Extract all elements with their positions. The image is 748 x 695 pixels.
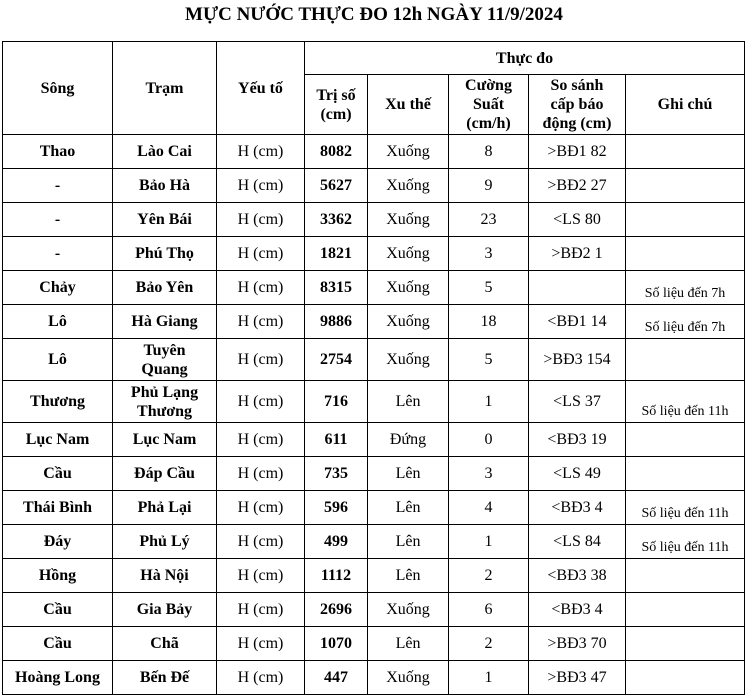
cell-song: Thương (3, 381, 113, 423)
cell-tri-so: 2754 (305, 339, 368, 381)
cell-cuong-suat: 5 (449, 271, 529, 305)
cell-yeu-to: H (cm) (217, 381, 305, 423)
cell-xu-the: Xuống (368, 169, 449, 203)
cell-ghi-chu (626, 627, 745, 661)
cell-xu-the: Xuống (368, 661, 449, 695)
header-ghi-chu: Ghi chú (626, 75, 745, 135)
header-yeu-to: Yếu tố (217, 42, 305, 135)
cell-cuong-suat: 5 (449, 339, 529, 381)
header-song: Sông (3, 42, 113, 135)
cell-tram: Lào Cai (113, 135, 217, 169)
cell-so-sanh: <BĐ3 38 (529, 559, 626, 593)
cell-ghi-chu: Số liệu đến 11h (626, 381, 745, 423)
cell-tram: Phả Lại (113, 491, 217, 525)
cell-cuong-suat: 2 (449, 627, 529, 661)
cell-yeu-to: H (cm) (217, 491, 305, 525)
cell-song: Lô (3, 305, 113, 339)
cell-cuong-suat: 9 (449, 169, 529, 203)
cell-so-sanh: >BĐ3 47 (529, 661, 626, 695)
cell-song: Cầu (3, 627, 113, 661)
cell-yeu-to: H (cm) (217, 237, 305, 271)
cell-cuong-suat: 1 (449, 661, 529, 695)
cell-tri-so: 611 (305, 423, 368, 457)
cell-yeu-to: H (cm) (217, 135, 305, 169)
cell-cuong-suat: 2 (449, 559, 529, 593)
table-row (3, 491, 745, 525)
cell-cuong-suat: 18 (449, 305, 529, 339)
cell-cuong-suat: 3 (449, 237, 529, 271)
cell-yeu-to: H (cm) (217, 457, 305, 491)
cell-ghi-chu (626, 559, 745, 593)
cell-ghi-chu (626, 169, 745, 203)
table-row (3, 339, 745, 381)
cell-song: Đáy (3, 525, 113, 559)
cell-xu-the: Lên (368, 491, 449, 525)
cell-xu-the: Lên (368, 525, 449, 559)
cell-xu-the: Lên (368, 457, 449, 491)
cell-tram: Bến Đế (113, 661, 217, 695)
cell-ghi-chu (626, 423, 745, 457)
cell-ghi-chu: Số liệu đến 11h (626, 491, 745, 525)
cell-song: Thái Bình (3, 491, 113, 525)
table-row (3, 381, 745, 423)
cell-tram: Phủ Lạng Thương (113, 381, 217, 423)
cell-yeu-to: H (cm) (217, 559, 305, 593)
header-cuong-suat: Cường Suất (cm/h) (449, 75, 529, 135)
cell-so-sanh: >BĐ2 27 (529, 169, 626, 203)
cell-tri-so: 499 (305, 525, 368, 559)
cell-yeu-to: H (cm) (217, 627, 305, 661)
cell-xu-the: Xuống (368, 305, 449, 339)
cell-tri-so: 596 (305, 491, 368, 525)
cell-tram: Hà Giang (113, 305, 217, 339)
cell-so-sanh: <BĐ3 19 (529, 423, 626, 457)
cell-cuong-suat: 3 (449, 457, 529, 491)
cell-tri-so: 5627 (305, 169, 368, 203)
cell-song: - (3, 169, 113, 203)
cell-tri-so: 1112 (305, 559, 368, 593)
cell-song: Hoàng Long (3, 661, 113, 695)
cell-song: Lục Nam (3, 423, 113, 457)
header-thuc-do: Thực đo (305, 42, 745, 75)
cell-xu-the: Xuống (368, 593, 449, 627)
table-row (3, 203, 745, 237)
cell-yeu-to: H (cm) (217, 339, 305, 381)
cell-yeu-to: H (cm) (217, 423, 305, 457)
cell-yeu-to: H (cm) (217, 305, 305, 339)
cell-song: - (3, 203, 113, 237)
table-row (3, 237, 745, 271)
cell-tri-so: 1821 (305, 237, 368, 271)
cell-so-sanh: <LS 49 (529, 457, 626, 491)
table-row (3, 525, 745, 559)
cell-so-sanh: >BĐ1 82 (529, 135, 626, 169)
cell-song: Hồng (3, 559, 113, 593)
cell-so-sanh: <LS 84 (529, 525, 626, 559)
cell-yeu-to: H (cm) (217, 661, 305, 695)
cell-tri-so: 447 (305, 661, 368, 695)
cell-so-sanh (529, 271, 626, 305)
cell-ghi-chu (626, 237, 745, 271)
cell-ghi-chu: Số liệu đến 7h (626, 305, 745, 339)
cell-xu-the: Xuống (368, 203, 449, 237)
table-row (3, 627, 745, 661)
cell-tri-so: 8315 (305, 271, 368, 305)
cell-tram: Hà Nội (113, 559, 217, 593)
cell-cuong-suat: 8 (449, 135, 529, 169)
cell-so-sanh: >BĐ2 1 (529, 237, 626, 271)
cell-so-sanh: <BĐ3 4 (529, 491, 626, 525)
cell-tram: Chã (113, 627, 217, 661)
cell-tram: Tuyên Quang (113, 339, 217, 381)
cell-tram: Phủ Lý (113, 525, 217, 559)
cell-cuong-suat: 0 (449, 423, 529, 457)
cell-ghi-chu (626, 593, 745, 627)
cell-song: Cầu (3, 457, 113, 491)
cell-so-sanh: <LS 37 (529, 381, 626, 423)
cell-xu-the: Lên (368, 559, 449, 593)
cell-ghi-chu (626, 339, 745, 381)
table-row (3, 559, 745, 593)
cell-cuong-suat: 4 (449, 491, 529, 525)
cell-tri-so: 2696 (305, 593, 368, 627)
cell-tri-so: 9886 (305, 305, 368, 339)
cell-so-sanh: <BĐ3 4 (529, 593, 626, 627)
page-title: MỰC NƯỚC THỰC ĐO 12h NGÀY 11/9/2024 (185, 4, 563, 25)
cell-tram: Đáp Cầu (113, 457, 217, 491)
cell-ghi-chu: Số liệu đến 11h (626, 525, 745, 559)
cell-ghi-chu (626, 457, 745, 491)
cell-tram: Bảo Yên (113, 271, 217, 305)
cell-song: Chảy (3, 271, 113, 305)
cell-song: Thao (3, 135, 113, 169)
cell-song: Cầu (3, 593, 113, 627)
cell-cuong-suat: 1 (449, 525, 529, 559)
cell-tram: Yên Bái (113, 203, 217, 237)
header-tri-so: Trị số (cm) (305, 75, 368, 135)
table-row (3, 271, 745, 305)
table-row (3, 135, 745, 169)
cell-song: - (3, 237, 113, 271)
cell-yeu-to: H (cm) (217, 169, 305, 203)
header-so-sanh: So sánh cấp báo động (cm) (529, 75, 626, 135)
cell-so-sanh: >BĐ3 154 (529, 339, 626, 381)
cell-tri-so: 3362 (305, 203, 368, 237)
table-row (3, 593, 745, 627)
cell-song: Lô (3, 339, 113, 381)
cell-yeu-to: H (cm) (217, 525, 305, 559)
cell-ghi-chu (626, 203, 745, 237)
table-row (3, 457, 745, 491)
cell-yeu-to: H (cm) (217, 203, 305, 237)
cell-cuong-suat: 1 (449, 381, 529, 423)
table-row (3, 661, 745, 695)
cell-tri-so: 735 (305, 457, 368, 491)
cell-tram: Phú Thọ (113, 237, 217, 271)
cell-xu-the: Lên (368, 627, 449, 661)
table-row (3, 305, 745, 339)
cell-xu-the: Xuống (368, 339, 449, 381)
cell-tri-so: 1070 (305, 627, 368, 661)
header-tram: Trạm (113, 42, 217, 135)
cell-ghi-chu (626, 661, 745, 695)
cell-cuong-suat: 6 (449, 593, 529, 627)
cell-yeu-to: H (cm) (217, 271, 305, 305)
cell-xu-the: Xuống (368, 237, 449, 271)
cell-xu-the: Xuống (368, 271, 449, 305)
cell-yeu-to: H (cm) (217, 593, 305, 627)
water-level-table (2, 41, 745, 695)
cell-xu-the: Lên (368, 381, 449, 423)
table-row (3, 423, 745, 457)
cell-so-sanh: >BĐ3 70 (529, 627, 626, 661)
cell-ghi-chu: Số liệu đến 7h (626, 271, 745, 305)
cell-so-sanh: <BĐ1 14 (529, 305, 626, 339)
cell-xu-the: Xuống (368, 135, 449, 169)
cell-so-sanh: <LS 80 (529, 203, 626, 237)
cell-tram: Bảo Hà (113, 169, 217, 203)
cell-tri-so: 8082 (305, 135, 368, 169)
cell-ghi-chu (626, 135, 745, 169)
cell-xu-the: Đứng (368, 423, 449, 457)
header-xu-the: Xu thế (368, 75, 449, 135)
cell-tri-so: 716 (305, 381, 368, 423)
cell-tram: Gia Bảy (113, 593, 217, 627)
cell-cuong-suat: 23 (449, 203, 529, 237)
table-row (3, 169, 745, 203)
cell-tram: Lục Nam (113, 423, 217, 457)
